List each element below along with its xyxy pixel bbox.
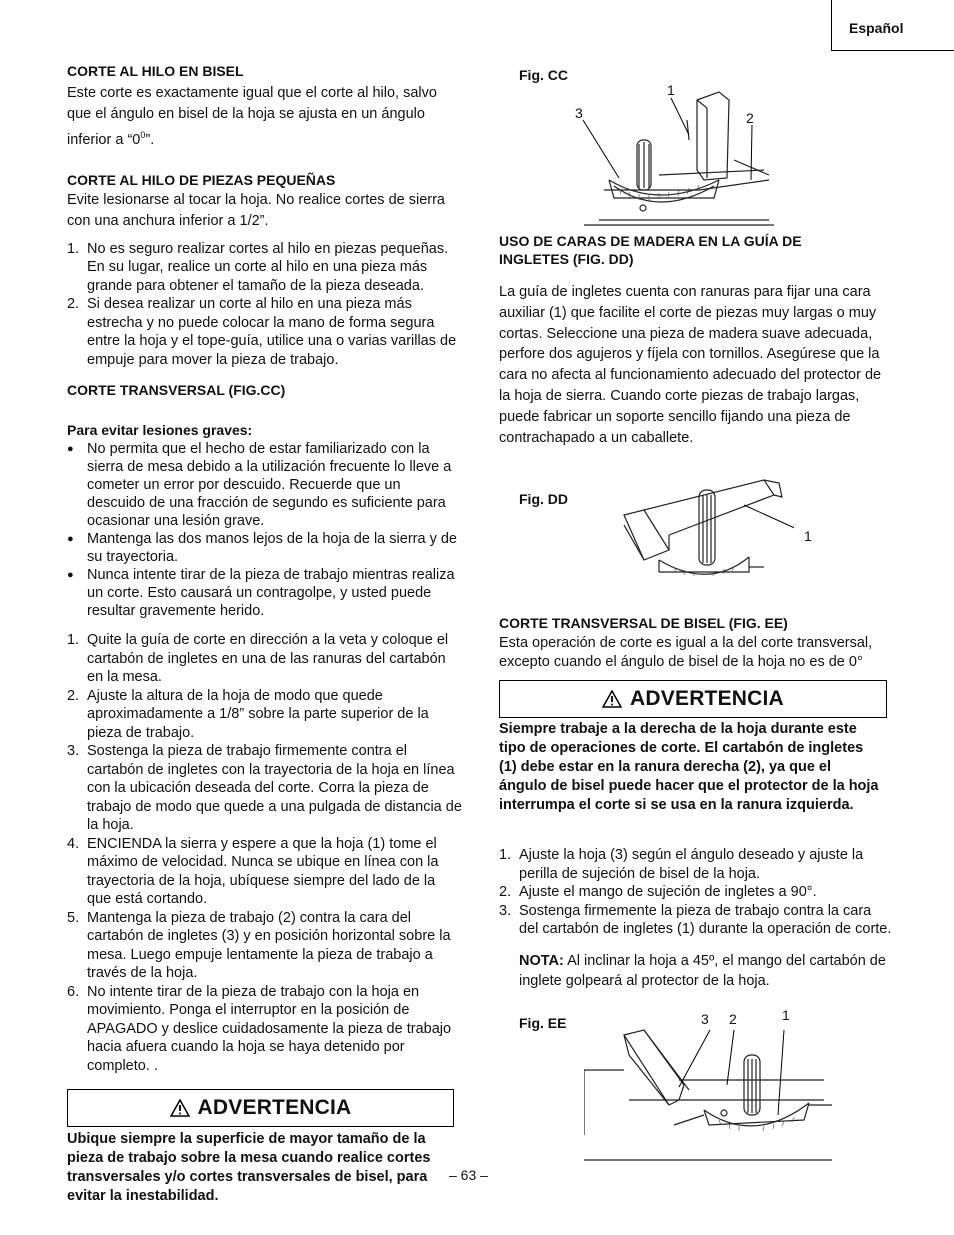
list-item — [67, 295, 462, 369]
list-item — [67, 631, 462, 687]
list-text: Ajuste el mango de sujeción de ingletes a 90°. — [519, 884, 817, 900]
list-item — [499, 846, 894, 883]
list-text: Sostenga la pieza de trabajo firmemente contra el cartabón de ingletes con la trayectoria de la hoja en línea con la ubicación deseada del corte. Corra la pieza de trabajo de modo que quede a una pulgada de distancia de la hoja. — [87, 743, 462, 834]
fig-cc-illustration — [579, 80, 779, 230]
section-subtitle-avoid-injury: Para evitar lesiones graves: — [67, 422, 253, 439]
note — [519, 951, 894, 991]
warning-triangle-icon — [170, 1099, 190, 1117]
warning-text-right: Siempre trabaje a la derecha de la hoja durante este tipo de operaciones de corte. El cartabón de ingletes (1) debe estar en la ranura derecha (2), ya que el ángulo de bisel puede hacer que el protector de la hoja interrumpa el corte si se usa en la ranura izquierda. — [499, 721, 879, 813]
bullet-item — [67, 566, 462, 620]
fig-cc-callout-2: 2 — [746, 110, 754, 126]
small-pieces-list — [67, 240, 462, 370]
fig-ee-callout-1: 1 — [782, 1007, 790, 1023]
bullet-text: No permita que el hecho de estar familiarizado con la sierra de mesa debido a la utilización frecuente lo lleve a cometer un error por descuido. Recuerde que un descuido de una fracción de segundo es suficiente para ocasionar una lesión grave. — [87, 441, 452, 530]
list-item — [67, 687, 462, 743]
list-number: 2. — [67, 687, 80, 704]
list-text: Sostenga firmemente la pieza de trabajo contra la cara del cartabón de ingletes (1) durante la operación de corte. — [519, 902, 892, 937]
bullet-item — [67, 530, 462, 566]
section-title-bevel-crosscut: CORTE TRANSVERSAL DE BISEL (FIG. EE) — [499, 615, 788, 631]
list-number: 6. — [67, 983, 80, 1000]
fig-dd-illustration — [614, 475, 794, 585]
list-number: 1. — [67, 240, 80, 257]
fig-ee-illustration — [584, 1025, 834, 1165]
crosscut-steps — [67, 631, 462, 1075]
warning-text-left: Ubique siempre la superficie de mayor tamaño de la pieza de trabajo sobre la mesa cuando realice cortes transversales y/o cortes transversales de bisel, para evitar la inestabilidad. — [67, 1131, 431, 1205]
list-text: Ajuste la hoja (3) según el ángulo deseado y ajuste la perilla de sujeción de bisel de la hoja. — [519, 847, 864, 882]
fig-cc-label: Fig. CC — [519, 67, 568, 83]
fig-ee-callout-2: 2 — [729, 1011, 737, 1027]
section-title-small-pieces: CORTE AL HILO DE PIEZAS PEQUEÑAS — [67, 171, 336, 188]
section-text-wood-faces: La guía de ingletes cuenta con ranuras para fijar una cara auxiliar (1) que facilite el corte de piezas muy largas o muy cortas. Seleccione una pieza de madera suave adecuada, perfore dos agujeros y fíjela con tornillos. Asegúrese que la cara no afecta al funcionamiento adecuado del protector de la hoja de sierra. Cuando corte piezas de trabajo largas, puede fabricar un soporte sencillo fijando una pieza de contrachapado a un caballete. — [499, 284, 882, 446]
note-label: NOTA: — [519, 953, 564, 969]
section-title-wood-faces: USO DE CARAS DE MADERA EN LA GUÍA DE INGLETES (FIG. DD) — [499, 233, 802, 267]
bullet-text: Mantenga las dos manos lejos de la hoja de la sierra y de su trayectoria. — [87, 531, 457, 566]
list-number: 4. — [67, 835, 80, 852]
section-text-small-pieces: Evite lesionarse al tocar la hoja. No realice cortes de sierra con una anchura inferior a 1/2”. — [67, 191, 445, 229]
list-text: No es seguro realizar cortes al hilo en piezas pequeñas. En su lugar, realice un corte al hilo en una pieza más grande para obtener el tamaño de la pieza deseada. — [87, 240, 449, 294]
fig-dd-label: Fig. DD — [519, 491, 568, 507]
page-number: – 63 – — [449, 1167, 488, 1183]
bullet-item — [67, 440, 462, 530]
section-title-crosscut: CORTE TRANSVERSAL (FIG.CC) — [67, 382, 286, 399]
list-number: 2. — [67, 296, 80, 313]
fig-cc-callout-1: 1 — [667, 82, 675, 98]
section-text-bevel-rip: Este corte es exactamente igual que el corte al hilo, salvo que el ángulo en bisel de la hoja se ajusta en un ángulo inferior a “$0^0$”. — [67, 85, 437, 148]
section-text-bevel-crosscut: Esta operación de corte es igual a la del corte transversal, excepto cuando el ángulo de bisel de la hoja no es de 0° — [499, 635, 873, 670]
left-column — [67, 62, 462, 1206]
list-number: 3. — [67, 743, 80, 760]
section-title-bevel-rip: CORTE AL HILO EN BISEL — [67, 63, 244, 79]
list-number: 5. — [67, 909, 80, 926]
bullet-icon: ● — [67, 443, 74, 456]
list-number: 1. — [499, 847, 512, 863]
list-number: 1. — [67, 632, 80, 649]
warning-box-right — [499, 680, 887, 718]
fig-ee-callout-3: 3 — [701, 1011, 709, 1027]
list-item — [499, 883, 894, 902]
list-number: 3. — [499, 902, 512, 919]
bevel-crosscut-steps — [499, 846, 894, 939]
list-item — [499, 902, 894, 939]
fig-dd-callout-1: 1 — [804, 528, 812, 544]
warning-title: ADVERTENCIA — [630, 687, 784, 710]
list-text: No intente tirar de la pieza de trabajo con la hoja en movimiento. Ponga el interruptor en la posición de APAGADO y deslice cuidadosamente la pieza de trabajo hacia afuera cuando la hoja se haya detenido por completo. . — [87, 983, 452, 1074]
list-text: Si desea realizar un corte al hilo en una pieza más estrecha y no puede colocar la mano de forma segura entre la hoja y el tope-guía, utilice una o varias varillas de empuje para mover la pieza de trabajo. — [87, 296, 457, 368]
note-text: Al inclinar la hoja a 45º, el mango del cartabón de inglete golpeará al protector de la hoja. — [519, 953, 886, 989]
list-number: 2. — [499, 884, 512, 900]
list-text: Mantenga la pieza de trabajo (2) contra la cara del cartabón de ingletes (3) y en posición horizontal sobre la mesa. Luego empuje lentamente la pieza de trabajo a través de la hoja. — [87, 909, 451, 982]
list-item — [67, 742, 462, 835]
warning-box-left — [67, 1089, 454, 1127]
list-item — [67, 909, 462, 983]
bullet-text: Nunca intente tirar de la pieza de trabajo mientras realiza un corte. Esto causará un contragolpe, y usted puede resultar gravemente herido. — [87, 567, 455, 620]
list-item — [67, 835, 462, 909]
fig-cc-callout-3: 3 — [575, 105, 583, 121]
bullet-icon: ● — [67, 569, 74, 582]
list-text: ENCIENDA la sierra y espere a que la hoja (1) tome el máximo de velocidad. Nunca se ubique en línea con la trayectoria de la hoja, ubíquese siempre del lado de la que está cortando. — [87, 835, 439, 908]
list-text: Ajuste la altura de la hoja de modo que quede aproximadamente a 1/8” sobre la parte superior de la pieza de trabajo. — [87, 687, 429, 741]
bullet-icon: ● — [67, 533, 74, 546]
list-text: Quite la guía de corte en dirección a la veta y coloque el cartabón de ingletes en una de las ranuras del cartabón en la mesa. — [87, 632, 449, 686]
list-item — [67, 983, 462, 1076]
warning-title: ADVERTENCIA — [197, 1096, 352, 1120]
warning-triangle-icon — [602, 690, 622, 708]
list-item — [67, 240, 462, 296]
fig-ee-label: Fig. EE — [519, 1015, 567, 1031]
language-tab: Español — [831, 0, 954, 51]
crosscut-bullets — [67, 440, 462, 620]
